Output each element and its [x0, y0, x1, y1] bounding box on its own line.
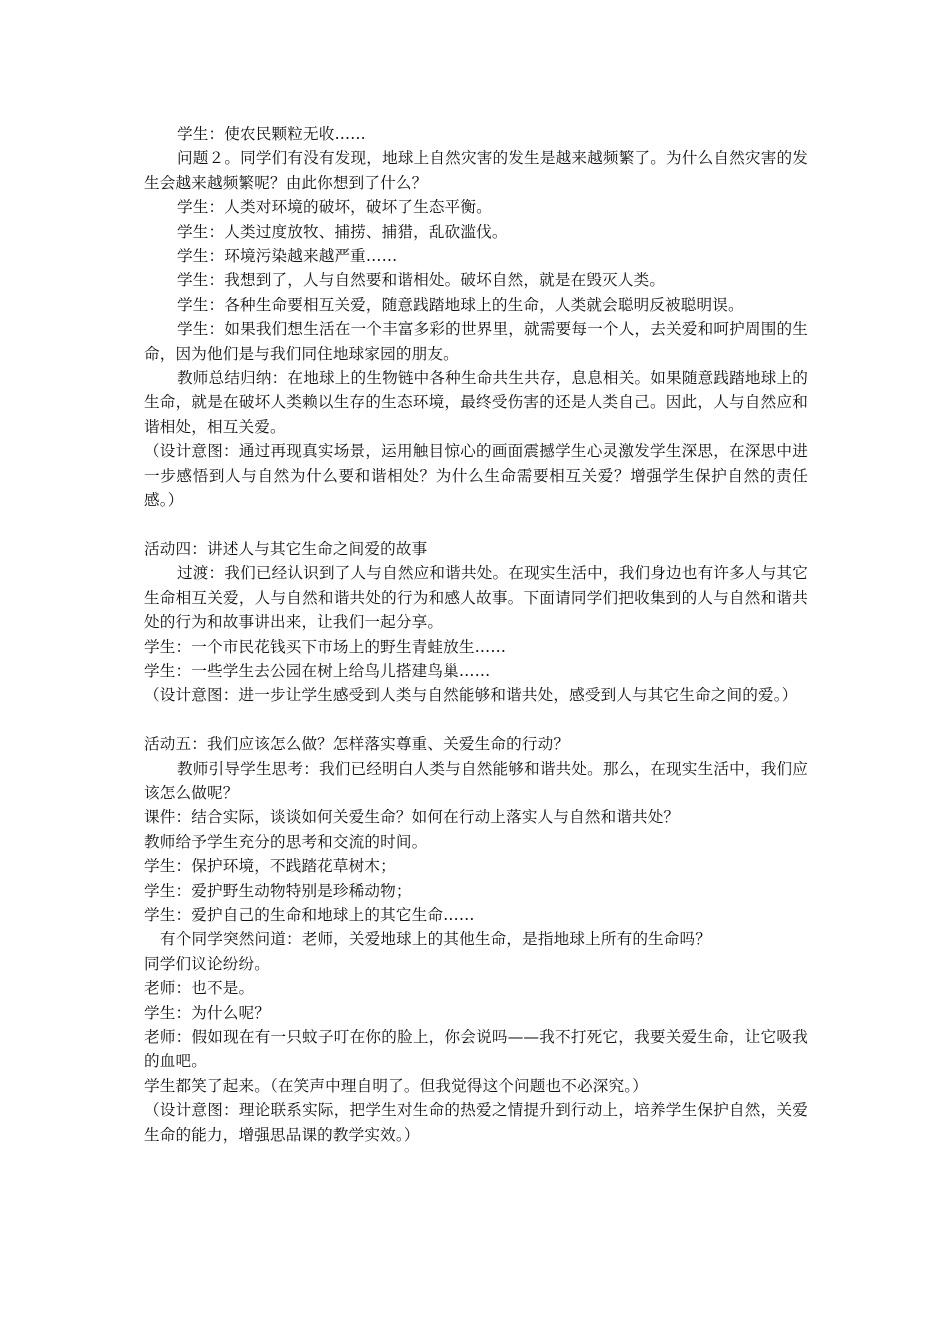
paragraph: 学生：使农民颗粒无收…… [177, 125, 366, 143]
design-intent-note: （设计意图：理论联系实际，把学生对生命的热爱之情提升到行动上，培养学生保护自然，关爱生命的能力，增强思品课的教学实效。） [144, 1101, 808, 1144]
blank-line [144, 513, 808, 537]
paragraph: 同学们议论纷纷。 [144, 954, 270, 973]
paragraph: 学生都笑了起来。（在笑声中理自明了。但我觉得这个问题也不必深究。） [144, 1076, 648, 1095]
paragraph: 过渡：我们已经认识到了人与自然应和谐共处。在现实生活中，我们身边也有许多人与其它生命相互关爱，人与自然和谐共处的行为和感人故事。下面请同学们把收集到的人与自然和谐共处的行为和故事讲出来，让我们一起分享。 [144, 564, 808, 632]
paragraph: 学生：一些学生去公园在树上给鸟儿搭建鸟巢…… [144, 661, 491, 680]
design-intent-note: （设计意图：进一步让学生感受到人类与自然能够和谐共处，感受到人与其它生命之间的爱。） [144, 686, 798, 705]
paragraph: 学生：一个市民花钱买下市场上的野生青蛙放生…… [144, 637, 507, 656]
activity-heading: 活动五：我们应该怎么做？怎样落实尊重、关爱生命的行动？ [144, 735, 570, 754]
document-body [144, 122, 808, 1147]
blank-line [144, 708, 808, 732]
paragraph: 学生：我想到了，人与自然要和谐相处。破坏自然，就是在毁灭人类。 [177, 271, 666, 290]
paragraph: 学生：保护环境，不践踏花草树木； [144, 857, 396, 876]
paragraph: 问题２。同学们有没有发现，地球上自然灾害的发生是越来越频繁了。为什么自然灾害的发生会越来越频繁呢？由此你想到了什么？ [144, 149, 808, 192]
paragraph: 学生：如果我们想生活在一个丰富多彩的世界里，就需要每一个人，去关爱和呵护周围的生命，因为他们是与我们同住地球家园的朋友。 [144, 320, 808, 363]
paragraph: 学生：爱护自己的生命和地球上的其它生命…… [144, 905, 475, 924]
paragraph: 学生：各种生命要相互关爱，随意践踏地球上的生命，人类就会聪明反被聪明误。 [177, 295, 744, 314]
design-intent-note: （设计意图：通过再现真实场景，运用触目惊心的画面震撼学生心灵激发学生深思，在深思中进一步感悟到人与自然为什么要和谐相处？为什么生命需要相互关爱？增强学生保护自然的责任感。） [144, 442, 808, 510]
paragraph: 课件：结合实际，谈谈如何关爱生命？如何在行动上落实人与自然和谐共处？ [144, 808, 680, 827]
paragraph: 教师给予学生充分的思考和交流的时间。 [144, 832, 428, 851]
paragraph: 学生：环境污染越来越严重…… [177, 247, 398, 266]
paragraph: 学生：人类对环境的破坏，破坏了生态平衡。 [177, 198, 492, 217]
paragraph: 学生：爱护野生动物特别是珍稀动物； [144, 881, 412, 900]
teacher-summary: 教师总结归纳：在地球上的生物链中各种生命共生共存，息息相关。如果随意践踏地球上的生命，就是在破坏人类赖以生存的生态环境，最终受伤害的还是人类自己。因此，人与自然应和谐相处，相互关爱。 [144, 369, 808, 436]
paragraph: 老师：假如现在有一只蚊子叮在你的脸上，你会说吗——我不打死它，我要关爱生命，让它吸我的血吧。 [144, 1028, 808, 1071]
paragraph: 教师引导学生思考：我们已经明白人类与自然能够和谐共处。那么，在现实生活中，我们应该怎么做呢？ [144, 759, 808, 802]
paragraph: 学生：为什么呢？ [144, 1003, 270, 1022]
paragraph: 老师：也不是。 [144, 979, 255, 998]
activity-heading: 活动四：讲述人与其它生命之间爱的故事 [144, 539, 428, 558]
paragraph: 有个同学突然问道：老师，关爱地球上的其他生命，是指地球上所有的生命吗？ [160, 930, 712, 949]
paragraph: 学生：人类过度放牧、捕捞、捕猎，乱砍滥伐。 [177, 222, 508, 241]
